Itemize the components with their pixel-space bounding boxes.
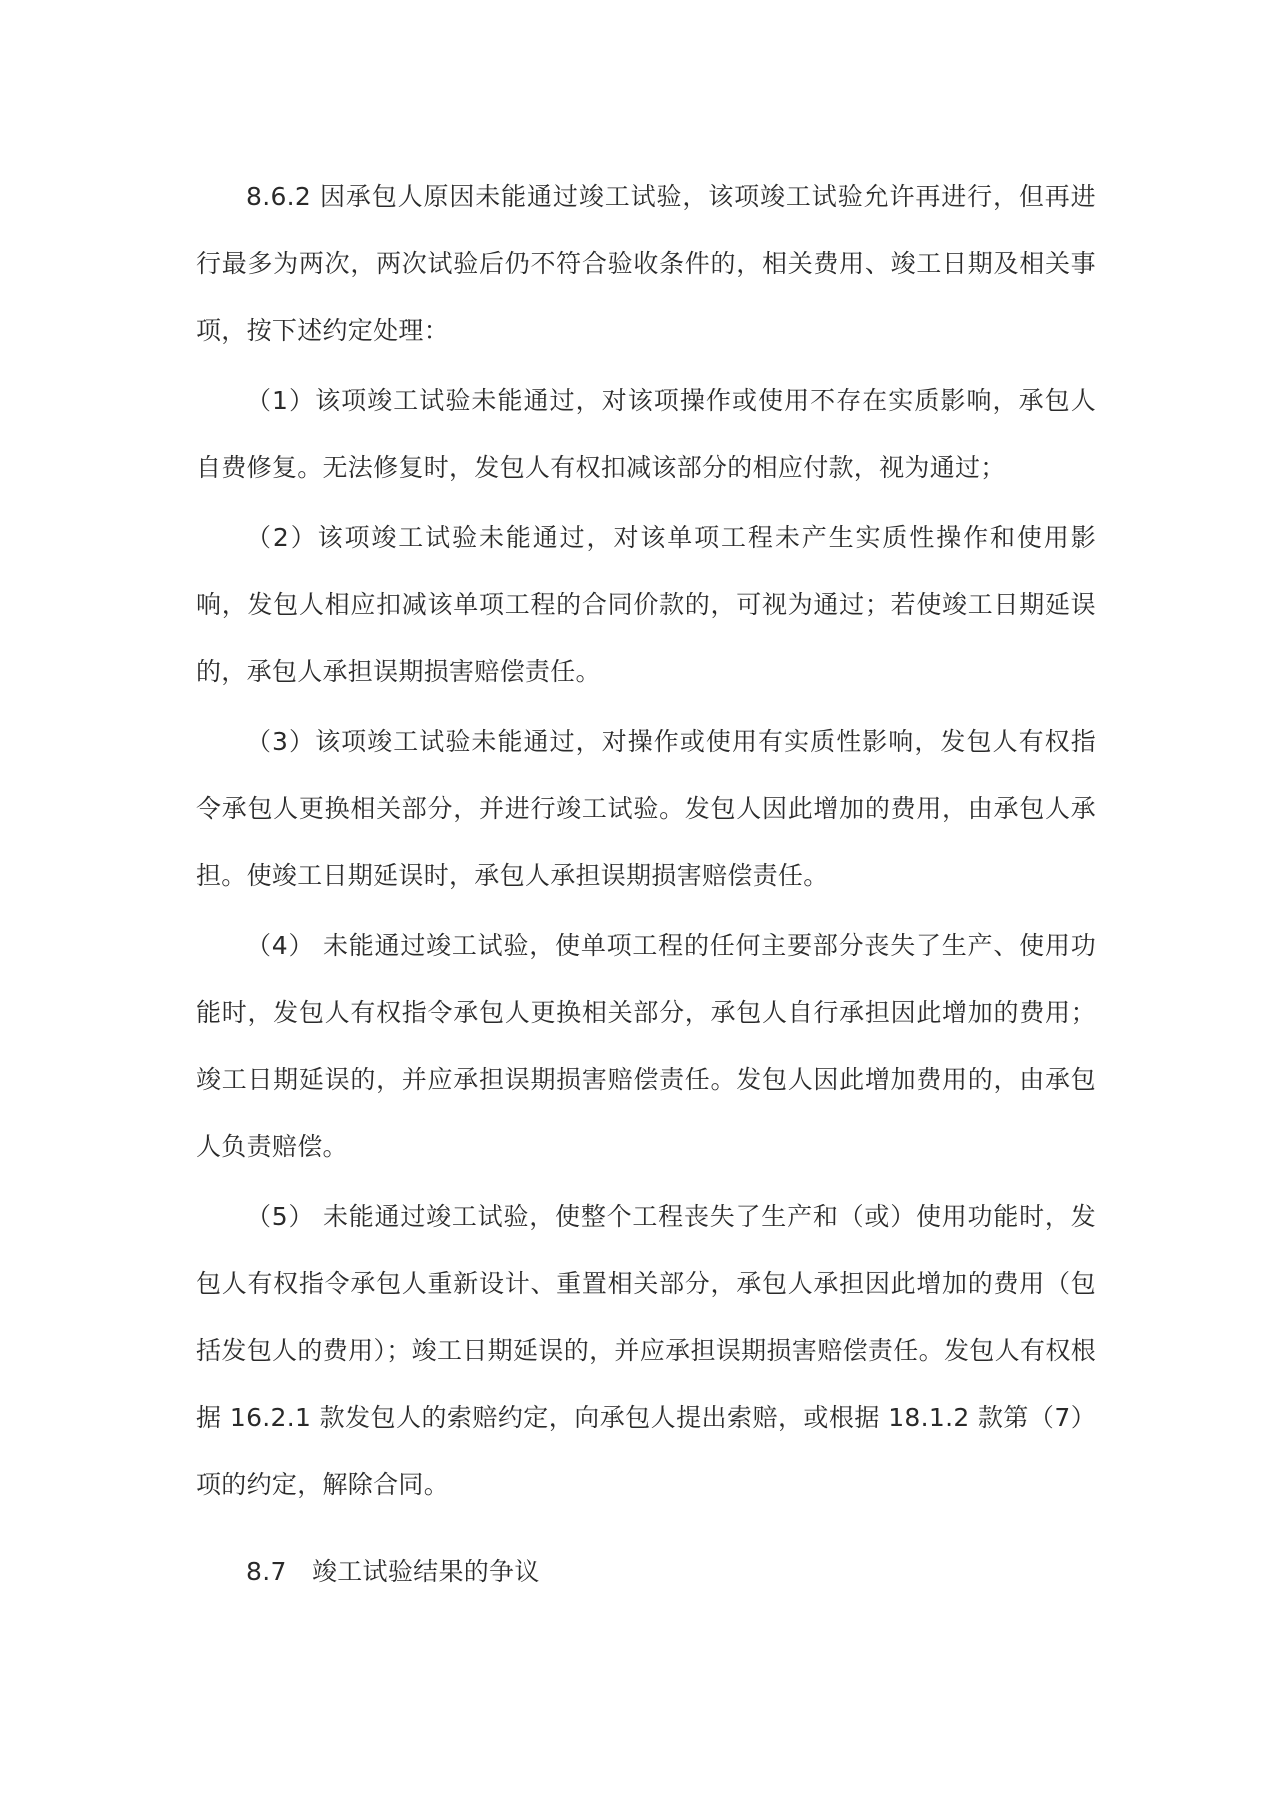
- paragraph-item-5: （5） 未能通过竣工试验，使整个工程丧失了生产和（或）使用功能时，发包人有权指令承包人重新设计、重置相关部分，承包人承担因此增加的费用（包括发包人的费用）；竣工日期延误的，并应承担误期损害赔偿责任。发包人有权根据 16.2.1 款发包人的索赔约定，向承包人提出索赔，或根据 18.1.2 款第（7）项的约定，解除合同。: [196, 1202, 1096, 1499]
- paragraph-item-3: （3）该项竣工试验未能通过，对操作或使用有实质性影响，发包人有权指令承包人更换相关部分，并进行竣工试验。发包人因此增加的费用，由承包人承担。使竣工日期延误时，承包人承担误期损害赔偿责任。: [196, 727, 1096, 890]
- section-heading-8-7: 8.7 竣工试验结果的争议: [246, 1557, 540, 1586]
- paragraph-item-4: （4） 未能通过竣工试验，使单项工程的任何主要部分丧失了生产、使用功能时，发包人有权指令承包人更换相关部分，承包人自行承担因此增加的费用；竣工日期延误的，并应承担误期损害赔偿责任。发包人因此增加费用的，由承包人负责赔偿。: [196, 931, 1096, 1161]
- paragraph-item-2: （2）该项竣工试验未能通过，对该单项工程未产生实质性操作和使用影响，发包人相应扣减该单项工程的合同价款的，可视为通过；若使竣工日期延误的，承包人承担误期损害赔偿责任。: [196, 523, 1096, 686]
- paragraph-8-6-2: 8.6.2 因承包人原因未能通过竣工试验，该项竣工试验允许再进行，但再进行最多为两次，两次试验后仍不符合验收条件的，相关费用、竣工日期及相关事项，按下述约定处理：: [196, 182, 1096, 345]
- paragraph-item-1: （1）该项竣工试验未能通过，对该项操作或使用不存在实质影响，承包人自费修复。无法修复时，发包人有权扣减该部分的相应付款，视为通过；: [196, 386, 1096, 482]
- document-body: [196, 163, 1096, 1605]
